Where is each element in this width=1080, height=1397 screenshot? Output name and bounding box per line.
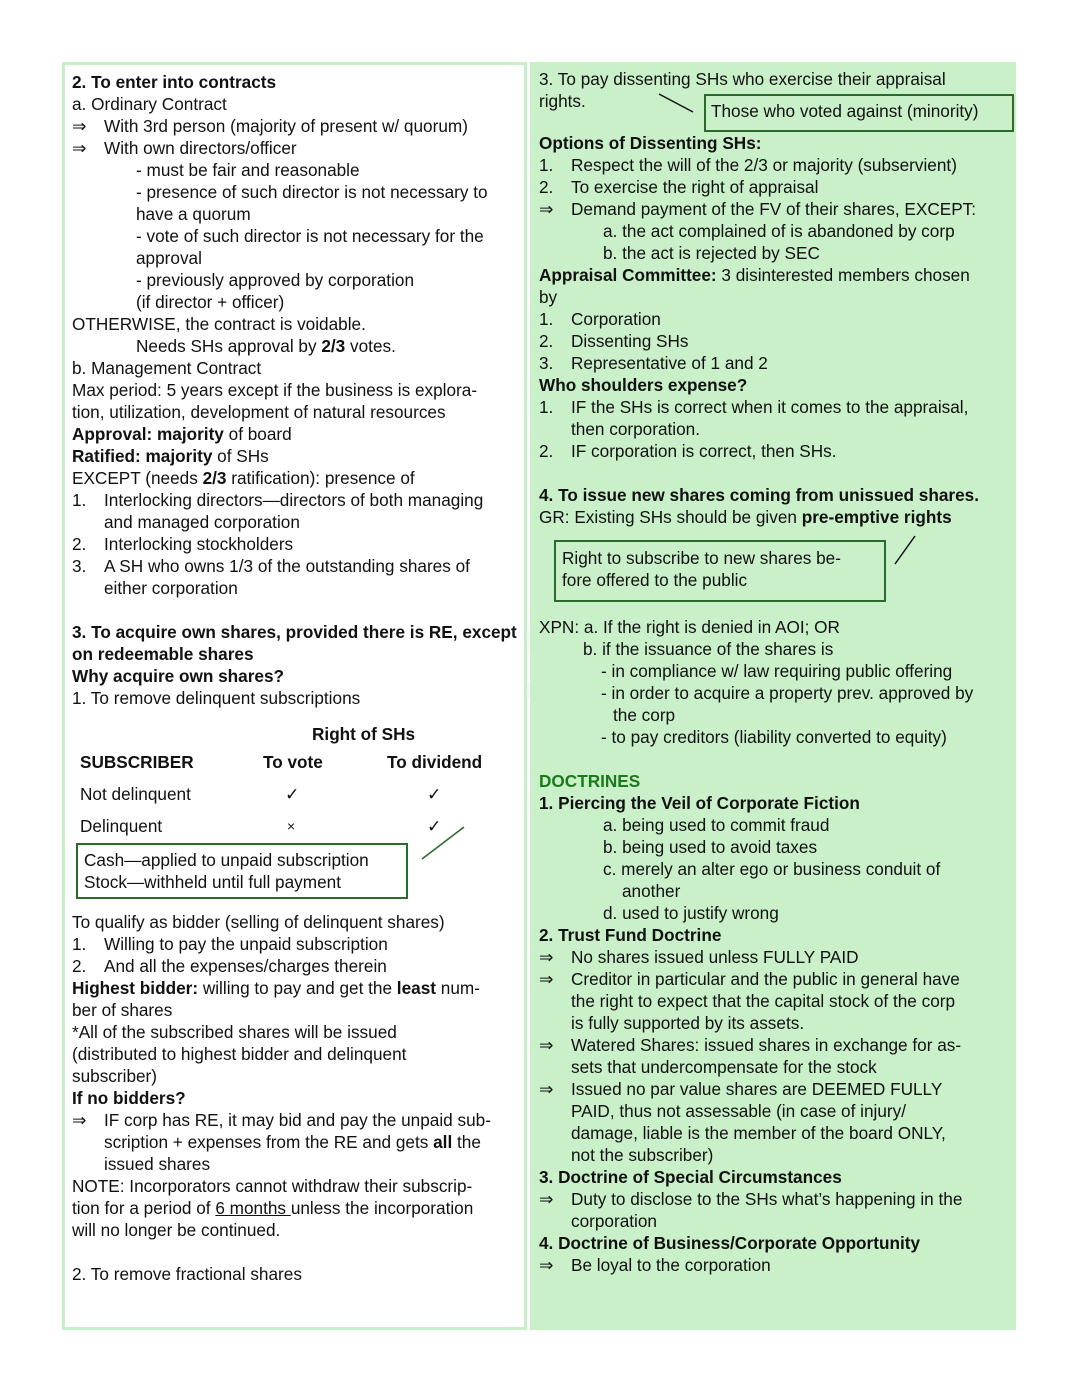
- connector-line: [891, 532, 921, 568]
- list-item-cont: PAID, thus not assessable (in case of injury/: [571, 1101, 906, 1121]
- sub-item: - to pay creditors (liability converted to equity): [601, 727, 947, 747]
- sub-item: b. the act is rejected by SEC: [603, 243, 820, 263]
- list-item-cont: sets that undercompensate for the stock: [571, 1057, 877, 1077]
- text-line: subscriber): [72, 1066, 158, 1086]
- subheading: a. Ordinary Contract: [72, 94, 227, 114]
- sub-item: - in compliance w/ law requiring public offering: [601, 661, 953, 681]
- left-column: [62, 62, 527, 1330]
- doctrines-heading: DOCTRINES: [539, 771, 641, 791]
- note-box: [554, 540, 886, 602]
- text-line: 3. To pay dissenting SHs who exercise their appraisal: [539, 69, 946, 89]
- text-line: GR: Existing SHs should be given pre-emptive rights: [539, 507, 952, 527]
- table-header: SUBSCRIBER: [80, 752, 194, 772]
- text-line: tion, utilization, development of natural resources: [72, 402, 446, 422]
- box-line: Stock—withheld until full payment: [84, 872, 341, 892]
- text-line: b. if the issuance of the shares is: [583, 639, 834, 659]
- sub-item: - vote of such director is not necessary for the: [136, 226, 484, 246]
- table-cell: Not delinquent: [80, 784, 191, 804]
- text-line: Max period: 5 years except if the business is explora-: [72, 380, 478, 400]
- arrow-icon: ⇒: [72, 1110, 87, 1130]
- note-box: [76, 843, 408, 899]
- sub-item: another: [622, 881, 681, 901]
- text-line: EXCEPT (needs 2/3 ratification): presence of: [72, 468, 415, 488]
- arrow-icon: ⇒: [539, 1255, 554, 1275]
- text-line: rights.: [539, 91, 586, 111]
- list-item: ⇒ Watered Shares: issued shares in exchange for as-: [539, 1035, 962, 1055]
- check-icon: ✓: [427, 816, 442, 836]
- list-item: ⇒ With 3rd person (majority of present w/ quorum): [72, 116, 468, 136]
- arrow-icon: ⇒: [72, 116, 87, 136]
- list-item: 1. IF the SHs is correct when it comes to the appraisal,: [539, 397, 969, 417]
- list-item: ⇒ Duty to disclose to the SHs what’s happening in the: [539, 1189, 963, 1209]
- box-line: Cash—applied to unpaid subscription: [84, 850, 369, 870]
- section-heading: 3. Doctrine of Special Circumstances: [539, 1167, 842, 1187]
- text-line: by: [539, 287, 558, 307]
- list-item-cont: either corporation: [104, 578, 238, 598]
- arrow-icon: ⇒: [539, 1079, 554, 1099]
- text-line: will no longer be continued.: [72, 1220, 281, 1240]
- section-heading: 3. To acquire own shares, provided there is RE, except: [72, 622, 517, 642]
- sub-item: the corp: [613, 705, 676, 725]
- sub-item: d. used to justify wrong: [603, 903, 779, 923]
- arrow-icon: ⇒: [539, 947, 554, 967]
- list-item-cont: is fully supported by its assets.: [571, 1013, 805, 1033]
- list-item-cont: corporation: [571, 1211, 657, 1231]
- arrow-icon: ⇒: [539, 1189, 554, 1209]
- box-line: fore offered to the public: [562, 570, 748, 590]
- list-item: 1. Willing to pay the unpaid subscription: [72, 934, 388, 954]
- table-title: Right of SHs: [312, 724, 416, 744]
- text-line: Highest bidder: willing to pay and get the least num-: [72, 978, 480, 998]
- check-icon: ✓: [427, 784, 442, 804]
- text-line: 1. To remove delinquent subscriptions: [72, 688, 361, 708]
- sub-item: c. merely an alter ego or business conduit of: [603, 859, 941, 879]
- connector-line: [418, 823, 468, 863]
- table-header: To vote: [263, 752, 323, 772]
- text-line: tion for a period of 6 months unless the incorporation: [72, 1198, 474, 1218]
- subheading: b. Management Contract: [72, 358, 262, 378]
- section-heading: on redeemable shares: [72, 644, 254, 664]
- list-item-cont: and managed corporation: [104, 512, 300, 532]
- table-row: [80, 783, 482, 815]
- text-line: Needs SHs approval by 2/3 votes.: [136, 336, 396, 356]
- section-heading: 4. To issue new shares coming from unissued shares.: [539, 485, 980, 505]
- arrow-icon: ⇒: [539, 969, 554, 989]
- section-heading: 2. Trust Fund Doctrine: [539, 925, 722, 945]
- text-line: Ratified: majority of SHs: [72, 446, 269, 466]
- list-item: ⇒ Issued no par value shares are DEEMED FULLY: [539, 1079, 943, 1099]
- sub-item: - in order to acquire a property prev. approved by: [601, 683, 974, 703]
- text-line: NOTE: Incorporators cannot withdraw their subscrip-: [72, 1176, 473, 1196]
- check-icon: ✓: [285, 784, 300, 804]
- list-item: 2. Dissenting SHs: [539, 331, 689, 351]
- sub-item: have a quorum: [136, 204, 251, 224]
- connector-line: [657, 92, 697, 116]
- sub-item: - presence of such director is not necessary to: [136, 182, 488, 202]
- list-item: 1. Interlocking directors—directors of both managing: [72, 490, 484, 510]
- sub-item: b. being used to avoid taxes: [603, 837, 818, 857]
- sub-item: a. the act complained of is abandoned by corp: [603, 221, 955, 241]
- arrow-icon: ⇒: [539, 1035, 554, 1055]
- right-column: [530, 62, 1016, 1330]
- question: If no bidders?: [72, 1088, 186, 1108]
- note-box: [704, 94, 1014, 132]
- list-item: 2. IF corporation is correct, then SHs.: [539, 441, 837, 461]
- table-header-row: [80, 751, 482, 783]
- table-header: To dividend: [387, 752, 483, 772]
- text-line: XPN: a. If the right is denied in AOI; OR: [539, 617, 840, 637]
- list-item: 1. Respect the will of the 2/3 or majority (subservient): [539, 155, 957, 175]
- text-line: 2. To remove fractional shares: [72, 1264, 302, 1284]
- box-line: Right to subscribe to new shares be-: [562, 548, 841, 568]
- list-item: ⇒ No shares issued unless FULLY PAID: [539, 947, 859, 967]
- list-item-cont: then corporation.: [571, 419, 700, 439]
- list-item: 3. A SH who owns 1/3 of the outstanding shares of: [72, 556, 470, 576]
- list-item: 1. Corporation: [539, 309, 661, 329]
- arrow-icon: ⇒: [72, 138, 87, 158]
- list-item: ⇒ With own directors/officer: [72, 138, 297, 158]
- list-item-cont: scription + expenses from the RE and gets all the: [104, 1132, 481, 1152]
- sub-item: approval: [136, 248, 202, 268]
- list-item: 3. Representative of 1 and 2: [539, 353, 768, 373]
- list-item: ⇒ Demand payment of the FV of their shares, EXCEPT:: [539, 199, 977, 219]
- question: Why acquire own shares?: [72, 666, 285, 686]
- question: Who shoulders expense?: [539, 375, 748, 395]
- list-item-cont: the right to expect that the capital stock of the corp: [571, 991, 956, 1011]
- text-line: *All of the subscribed shares will be issued: [72, 1022, 397, 1042]
- text-line: Approval: majority of board: [72, 424, 292, 444]
- list-item: ⇒ Be loyal to the corporation: [539, 1255, 771, 1275]
- sub-item: a. being used to commit fraud: [603, 815, 830, 835]
- box-line: Those who voted against (minority): [711, 101, 979, 121]
- list-item: 2. To exercise the right of appraisal: [539, 177, 819, 197]
- text-line: OTHERWISE, the contract is voidable.: [72, 314, 366, 334]
- list-item: ⇒ Creditor in particular and the public in general have: [539, 969, 960, 989]
- list-item-cont: issued shares: [104, 1154, 211, 1174]
- list-item: 2. And all the expenses/charges therein: [72, 956, 387, 976]
- sub-item: - previously approved by corporation: [136, 270, 415, 290]
- list-item: ⇒ IF corp has RE, it may bid and pay the unpaid sub-: [72, 1110, 491, 1130]
- cross-icon: ×: [287, 818, 296, 834]
- list-item: 2. Interlocking stockholders: [72, 534, 294, 554]
- section-heading: Options of Dissenting SHs:: [539, 133, 762, 153]
- text-line: ber of shares: [72, 1000, 173, 1020]
- text-line: Appraisal Committee: 3 disinterested members chosen: [539, 265, 970, 285]
- sub-item: - must be fair and reasonable: [136, 160, 360, 180]
- section-heading: 1. Piercing the Veil of Corporate Fiction: [539, 793, 860, 813]
- text-line: (distributed to highest bidder and delinquent: [72, 1044, 407, 1064]
- section-heading: 4. Doctrine of Business/Corporate Opportunity: [539, 1233, 921, 1253]
- section-heading: 2. To enter into contracts: [72, 72, 277, 92]
- table-cell: Delinquent: [80, 816, 163, 836]
- sub-item: (if director + officer): [136, 292, 285, 312]
- list-item-cont: not the subscriber): [571, 1145, 714, 1165]
- arrow-icon: ⇒: [539, 199, 554, 219]
- list-item-cont: damage, liable is the member of the board ONLY,: [571, 1123, 946, 1143]
- text-line: To qualify as bidder (selling of delinquent shares): [72, 912, 445, 932]
